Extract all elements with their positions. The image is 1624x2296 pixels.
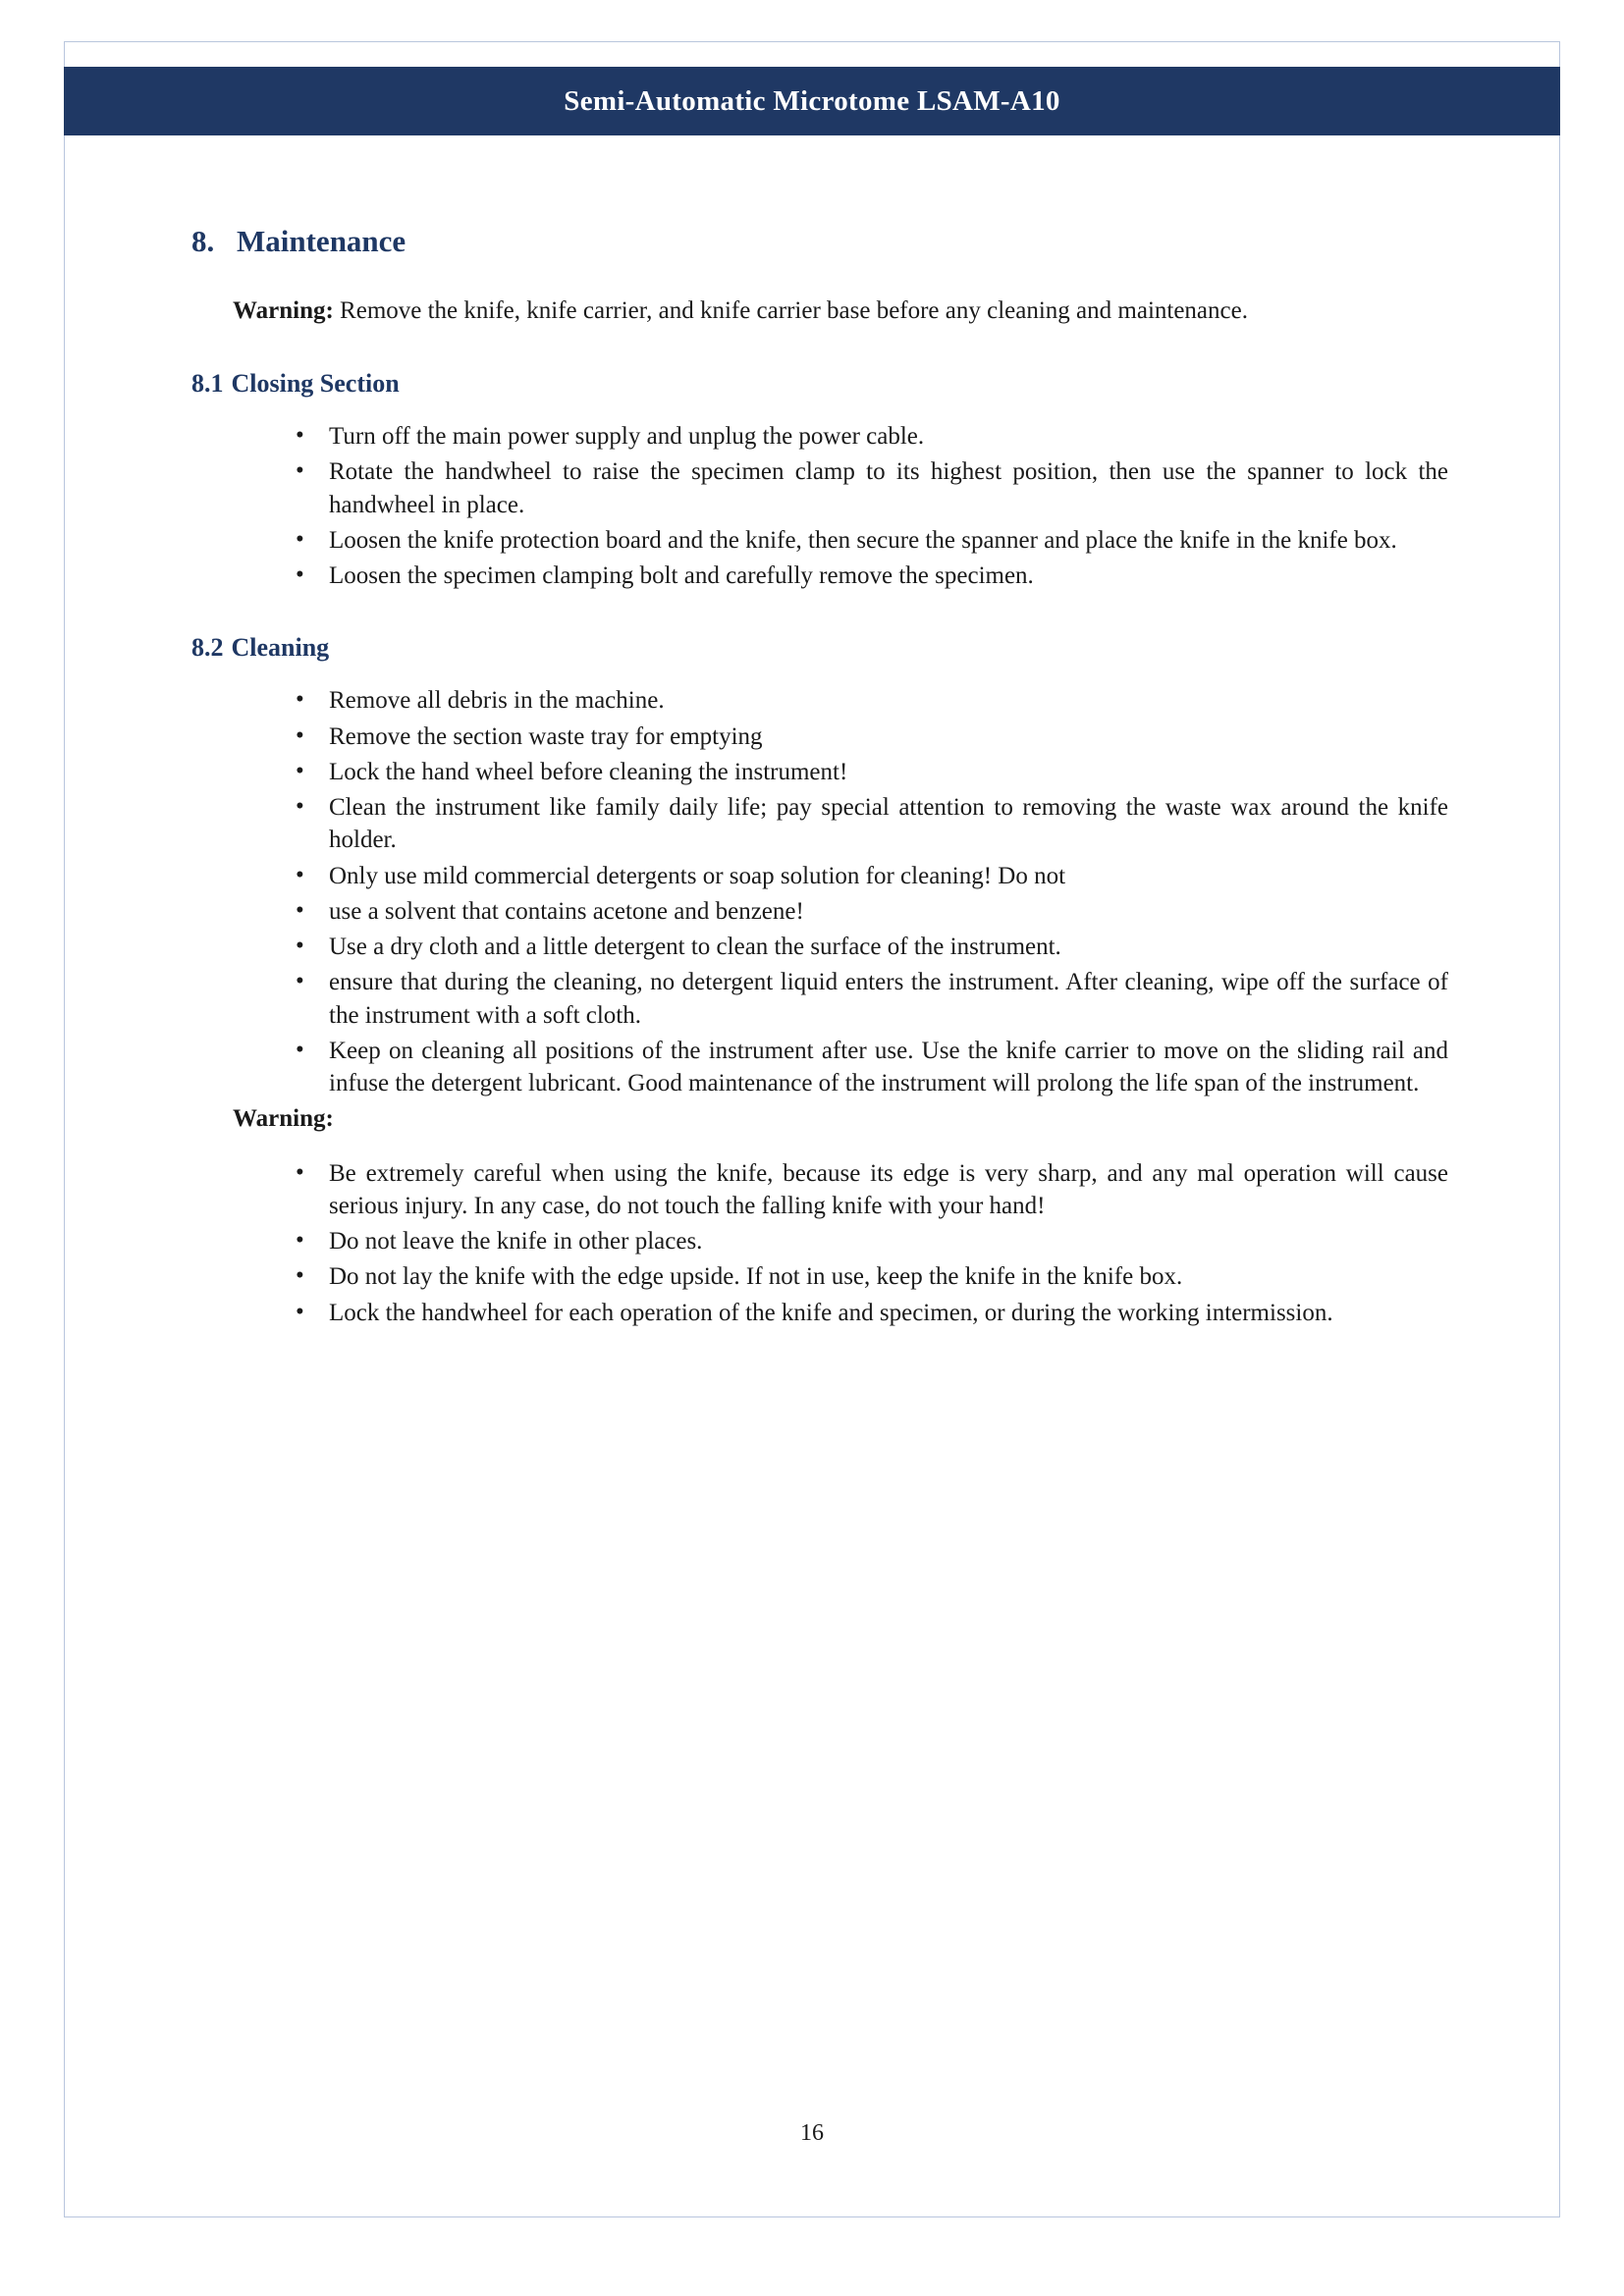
list-item: • Use a dry cloth and a little detergent to clean the surface of the instrument. xyxy=(290,931,1448,963)
subsection-number-8-1: 8.1 xyxy=(191,369,224,398)
section-warning-text: Remove the knife, knife carrier, and knife carrier base before any cleaning and maintenance. xyxy=(333,297,1248,324)
subsection-heading-closing-section xyxy=(191,369,1438,399)
list-item: • Lock the handwheel for each operation of the knife and specimen, or during the working intermission. xyxy=(290,1297,1448,1329)
list-item: • Remove the section waste tray for emptying xyxy=(290,721,1448,753)
list-item: • Clean the instrument like family daily life; pay special attention to removing the waste wax around the knife holder. xyxy=(290,791,1448,857)
section-warning-paragraph xyxy=(233,294,1396,328)
list-item: • Do not leave the knife in other places. xyxy=(290,1225,1448,1257)
page-content xyxy=(191,224,1448,1332)
list-item: • Only use mild commercial detergents or soap solution for cleaning! Do not xyxy=(290,860,1448,892)
section-heading xyxy=(191,224,1438,259)
list-item: • Do not lay the knife with the edge upside. If not in use, keep the knife in the knife box. xyxy=(290,1260,1448,1293)
subsection-title-8-1: Closing Section xyxy=(231,369,400,398)
page-header-banner xyxy=(64,67,1560,135)
section-warning-label: Warning: xyxy=(233,297,334,324)
cleaning-list xyxy=(191,684,1448,1099)
header-title: Semi-Automatic Microtome LSAM-A10 xyxy=(564,84,1060,117)
list-item: • Be extremely careful when using the knife, because its edge is very sharp, and any mal operation will cause serious injury. In any case, do not touch the falling knife with your hand! xyxy=(290,1157,1448,1223)
subsection-number-8-2: 8.2 xyxy=(191,633,224,663)
list-item: • Loosen the specimen clamping bolt and carefully remove the specimen. xyxy=(290,560,1448,592)
list-item: • ensure that during the cleaning, no detergent liquid enters the instrument. After cleaning, wipe off the surface of the instrument with a soft cloth. xyxy=(290,966,1448,1032)
section-number: 8. xyxy=(191,224,215,258)
list-item: • Keep on cleaning all positions of the instrument after use. Use the knife carrier to move on the sliding rail and infuse the detergent lubricant. Good maintenance of the instrument will prolong the life span of the instrument. xyxy=(290,1035,1448,1100)
subsection-title-8-2: Cleaning xyxy=(231,633,330,663)
closing-section-list xyxy=(191,420,1448,592)
section-title-text: Maintenance xyxy=(237,224,406,258)
cleaning-warning-list xyxy=(191,1157,1448,1329)
list-item: • Lock the hand wheel before cleaning the instrument! xyxy=(290,756,1448,788)
list-item: • use a solvent that contains acetone and benzene! xyxy=(290,895,1448,928)
cleaning-warning-label: Warning: xyxy=(233,1105,334,1133)
list-item: • Loosen the knife protection board and the knife, then secure the spanner and place the knife in the knife box. xyxy=(290,524,1448,557)
list-item: • Rotate the handwheel to raise the specimen clamp to its highest position, then use the spanner to lock the handwheel in place. xyxy=(290,455,1448,521)
subsection-heading-cleaning xyxy=(191,633,1438,663)
list-item: • Remove all debris in the machine. xyxy=(290,684,1448,717)
list-item: • Turn off the main power supply and unplug the power cable. xyxy=(290,420,1448,453)
page-number: 16 xyxy=(800,2120,824,2146)
